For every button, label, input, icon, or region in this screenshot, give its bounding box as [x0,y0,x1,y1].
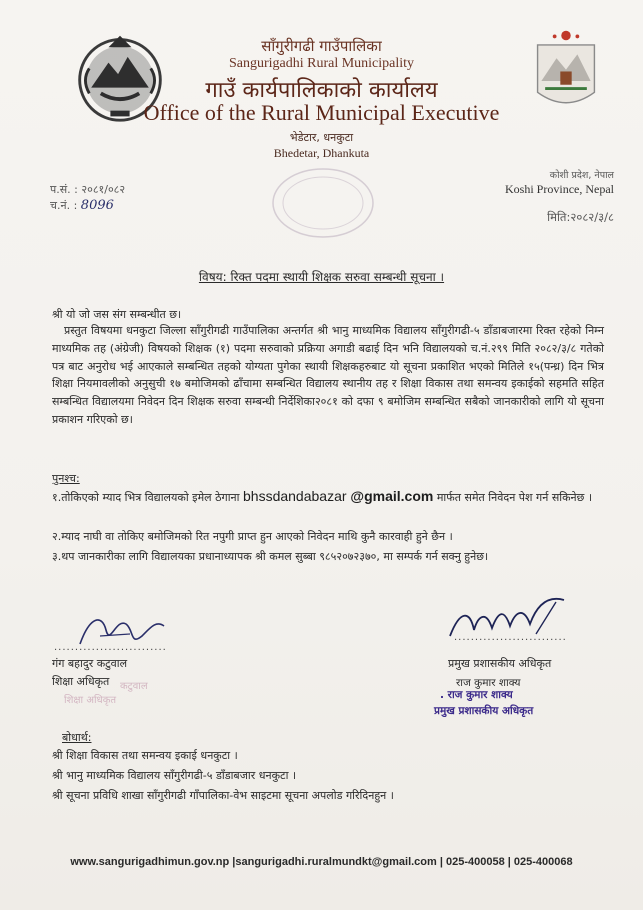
copy-to-item: श्री शिक्षा विकास तथा समन्वय इकाई धनकुटा । [52,749,238,762]
province-en: Koshi Province, Nepal [505,182,614,196]
copy-to-item: श्री भानु माध्यमिक विद्यालय साँगुरीगढी-५ डाँडाबजार धनकुटा । [52,769,297,782]
right-signatory-title: प्रमुख प्रशासकीय अधिकृत [448,657,552,670]
right-signatory-name: राज कुमार शाक्य [456,677,521,689]
reference-cn [50,198,114,213]
right-signature-line: ........................... [454,632,567,643]
office-name-en: Office of the Rural Municipal Executive [143,100,500,125]
left-stamp-name: कटुवाल [120,681,148,692]
note-3: ३.थप जानकारीका लागि विद्यालयका प्रधानाध्यापक श्री कमल सुब्बा ९८५२०७२३७०, मा सम्पर्क गर्न सक्नु हुनेछ। [52,550,489,563]
left-stamp-title: शिक्षा अधिकृत [64,695,117,706]
left-signatory-name: गंग बहादुर कटुवाल [52,657,128,670]
reference-cn-label: च.नं. : [50,199,78,212]
notes-heading: पुनश्च: [52,472,80,485]
notice-subject: विषय: रिक्त पदमा स्थायी शिक्षक सरुवा सम्बन्धी सूचना । [198,270,445,284]
note-1 [52,488,604,507]
reference-ps: प.सं. : २०८१/०८२ [50,183,126,196]
right-stamp-title: प्रमुख प्रशासकीय अधिकृत [434,705,534,717]
school-email [243,488,433,504]
right-stamp-name: . राज कुमार शाक्य [440,689,513,701]
office-name-np: गाउँ कार्यपालिकाको कार्यालय [205,78,438,103]
left-signature-line: ........................... [54,642,167,653]
copy-to-item: श्री सूचना प्रविधि शाखा साँगुरीगढी गाँपालिका-वेभ साइटमा सूचना अपलोड गरिदिनहुन । [52,789,394,802]
place-np: भेडेटार, धनकुटा [289,131,354,144]
place-en: Bhedetar, Dhankuta [273,146,370,160]
addressee: श्री यो जो जस संग सम्बन्धीत छ। [52,308,182,321]
note-1-before: १.तोकिएको म्याद भित्र विद्यालयको इमेल ठेगाना [52,491,240,504]
municipality-name-np: साँगुरीगढी गाउँपालिका [261,37,382,55]
copy-to-heading: बोधार्थ: [62,731,92,744]
footer-contact: www.sangurigadhimun.gov.np |sangurigadhi.ruralmundkt@gmail.com | 025-400058 | 025-400068 [70,856,573,868]
body-paragraph: प्रस्तुत विषयमा धनकुटा जिल्ला साँगुरीगढी गाउँपालिका अन्तर्गत श्री भानु माध्यमिक विद्यालय साँगुरीगढी-५ डाँडाबजारमा रिक्त रहेको निम्न माध्यमिक तह (अंग्रेजी) विषयको शिक्षक (१) पदमा सरुवाको प्रक्रिया अगाडी बढाई दिन भनि विद्यालयको च.नं.२९९ मिति २०८२/३/८ गतेको पत्र बाट अनुरोध भई आएकाले सम्बन्धित तहको योग्यता पुगेका स्थायी शिक्षकहरुबाट यो सूचना प्रकाशित भएको मितिले १५(पन्ध्र) दिन भित्र शिक्षा नियमावलीको अनुसुची १७ बमोजिमको ढाँचामा सम्बन्धित विद्यालय स्थानीय तह र शिक्षा विकास तथा समन्वय इकाईको सहमति सहित सम्बन्धित विद्यालयमा निवेदन दिन शिक्षक सरुवा सम्बन्धी निर्देशिका२०८१ को दफा ९ बमोजिम सम्बन्धित सबैको जानकारीको लागि यो सूचना प्रकाशन गरिएको छ। [52,324,604,426]
email-user: bhssdandabazar [243,488,347,504]
province-np: कोशी प्रदेश, नेपाल [549,170,614,181]
office-seal-stamp [268,164,378,242]
municipality-logo-icon [528,26,604,116]
reference-cn-value: 8096 [80,198,114,213]
letter-date: मिति:२०८२/३/८ [547,210,614,224]
note-2: २.म्याद नाघी वा तोकिए बमोजिमको रित नपुगी प्राप्त हुन आएको निवेदन माथि कुनै कारवाही हुने छैन । [52,530,453,543]
municipality-name-en: Sangurigadhi Rural Municipality [228,56,415,71]
email-domain: @gmail.com [350,488,434,504]
left-signatory-title: शिक्षा अधिकृत [52,675,110,688]
note-1-after: मार्फत समेत निवेदन पेश गर्न सकिनेछ । [436,491,593,504]
